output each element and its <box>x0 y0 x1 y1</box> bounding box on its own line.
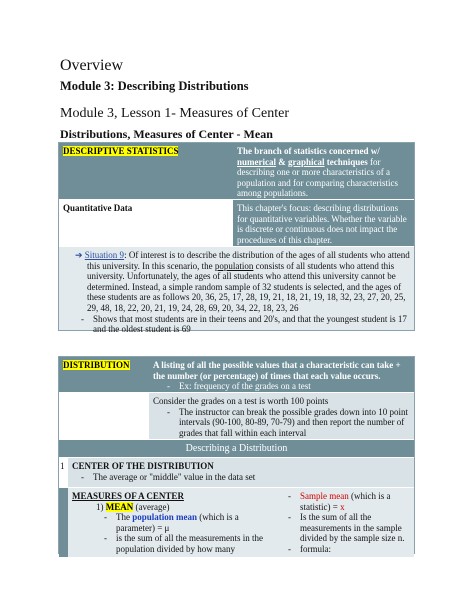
definition-text: for describing one or more characteristics of a population and for comparing characteristics among populations. <box>237 156 398 199</box>
term-cell <box>59 143 233 199</box>
blank-cell <box>59 393 149 439</box>
table-row <box>59 200 414 247</box>
term-descriptive-statistics: DESCRIPTIVE STATISTICS <box>63 146 179 156</box>
list-item: 1) MEAN (average) <box>96 501 170 512</box>
side-bar <box>59 488 68 557</box>
sample-mean-definition: Is the sum of all the measurements in the sample divided by the sample size n. <box>300 512 405 544</box>
term-distribution: DISTRIBUTION <box>63 360 130 370</box>
center-cell <box>68 458 414 487</box>
number-cell: 1 <box>59 458 68 487</box>
grades-intro: Consider the grades on a test is worth 100 points <box>153 396 329 406</box>
situation-label: Situation 9 <box>84 250 125 260</box>
list-item: - The instructor can break the possible grades down into 10 point intervals (90-100, 80-89, 70-79) and then report the number of grades that fall within each interval <box>153 407 410 439</box>
distribution-definition: A listing of all the possible values that a characteristic can take + the number (or percentage) of times that each value occurs. <box>153 360 401 381</box>
situation-cell <box>59 247 414 335</box>
center-bullet-text: The average or "middle" value in the data set <box>93 471 256 482</box>
definition-cell <box>149 357 414 392</box>
table-row <box>59 440 414 458</box>
formula-label: formula: <box>300 543 331 554</box>
center-title: CENTER OF THE DISTRIBUTION <box>72 461 214 471</box>
list-item: - The average or "middle" value in the data set <box>81 471 256 482</box>
arrow-right-icon: ➔ <box>75 250 83 260</box>
term-mean: MEAN <box>105 501 134 512</box>
term-quantitative-data: Quantitative Data <box>63 203 133 213</box>
table-row <box>59 458 414 488</box>
table-row <box>59 488 414 557</box>
sample-mean-symbol: x <box>340 501 345 512</box>
list-item: - Sample mean (which is a statistic) = x <box>288 491 408 512</box>
distribution-example: Ex: frequency of the grades on a test <box>179 381 311 392</box>
page-title: Overview <box>60 57 124 74</box>
term-cell <box>59 357 149 392</box>
measures-right-cell <box>278 488 414 557</box>
table-distribution <box>58 356 415 554</box>
grades-cell <box>149 393 414 439</box>
list-item: - The population mean (which is a parameter) = μ <box>72 512 274 533</box>
chapter-focus-text: This chapter's focus: describing distributions for quantitative variables. Whether the variable is discrete or continuous does not impact the procedures of this chapter. <box>237 203 407 245</box>
grades-bullet-text: The instructor can break the possible grades down into 10 point intervals (90-100, 80-89, 70-79) and then report the number of grades that fall within each interval <box>179 406 408 438</box>
population-mean-label: population mean <box>132 512 198 523</box>
measures-left-cell <box>68 488 278 557</box>
table-row <box>59 143 414 200</box>
section-heading: Distributions, Measures of Center - Mean <box>60 127 273 141</box>
population-term: population <box>214 260 254 271</box>
definition-cell <box>233 143 414 199</box>
list-item: - Ex: frequency of the grades on a test <box>167 381 311 392</box>
situation-paragraph: ➔ Situation 9: Of interest is to describe the distribution of the ages of all students who attend this university. In this scenario, the population consists of all students who attend this university. Unfortunately, the ages of all students who attend this university cannot be determined. Instead, a simple random sample of 32 students is selected, and the ages of these students are as follows 20, 36, 25, 17, 28, 19, 21, 18, 21, 19, 18, 32, 23, 27, 20, 25, 29, 48, 18, 22, 20, 21, 19, 24, 28, 69, 20, 34, 22, 18, 23, 26 <box>75 250 410 313</box>
measures-title: MEASURES OF A CENTER <box>72 491 184 501</box>
list-item: - Is the sum of all the measurements in the sample divided by the sample size n. <box>288 512 408 544</box>
module-heading: Module 3: Describing Distributions <box>60 79 249 93</box>
population-mean-text: The population mean (which is a parameter) = μ <box>116 512 239 533</box>
population-mean-definition: is the sum of all the measurements in the population divided by how many <box>116 533 263 554</box>
definition-cell <box>233 200 414 246</box>
graphical-term: graphical <box>288 156 325 167</box>
table-row <box>59 357 414 393</box>
table-row <box>59 393 414 440</box>
describing-header: Describing a Distribution <box>59 440 414 457</box>
table-descriptive-statistics <box>58 142 415 335</box>
list-item: - is the sum of all the measurements in the population divided by how many <box>72 533 274 554</box>
list-item: - Shows that most students are in their teens and 20's, and that the youngest student is 17 and the oldest student is 69 <box>81 314 410 335</box>
situation-bullet-text: Shows that most students are in their teens and 20's, and that the youngest student is 17 and the oldest student is 69 <box>93 313 407 335</box>
definition-bold-text: The branch of statistics concerned w/ numerical & graphical techniques <box>237 146 380 167</box>
numerical-term: numerical <box>237 156 276 167</box>
sample-mean-label: Sample mean <box>300 491 349 501</box>
sample-mean-text: Sample mean (which is a statistic) = x <box>300 491 391 512</box>
table-row <box>59 247 414 335</box>
term-cell <box>59 200 233 246</box>
list-item: - formula: <box>288 543 331 554</box>
lesson-heading: Module 3, Lesson 1- Measures of Center <box>60 106 290 121</box>
